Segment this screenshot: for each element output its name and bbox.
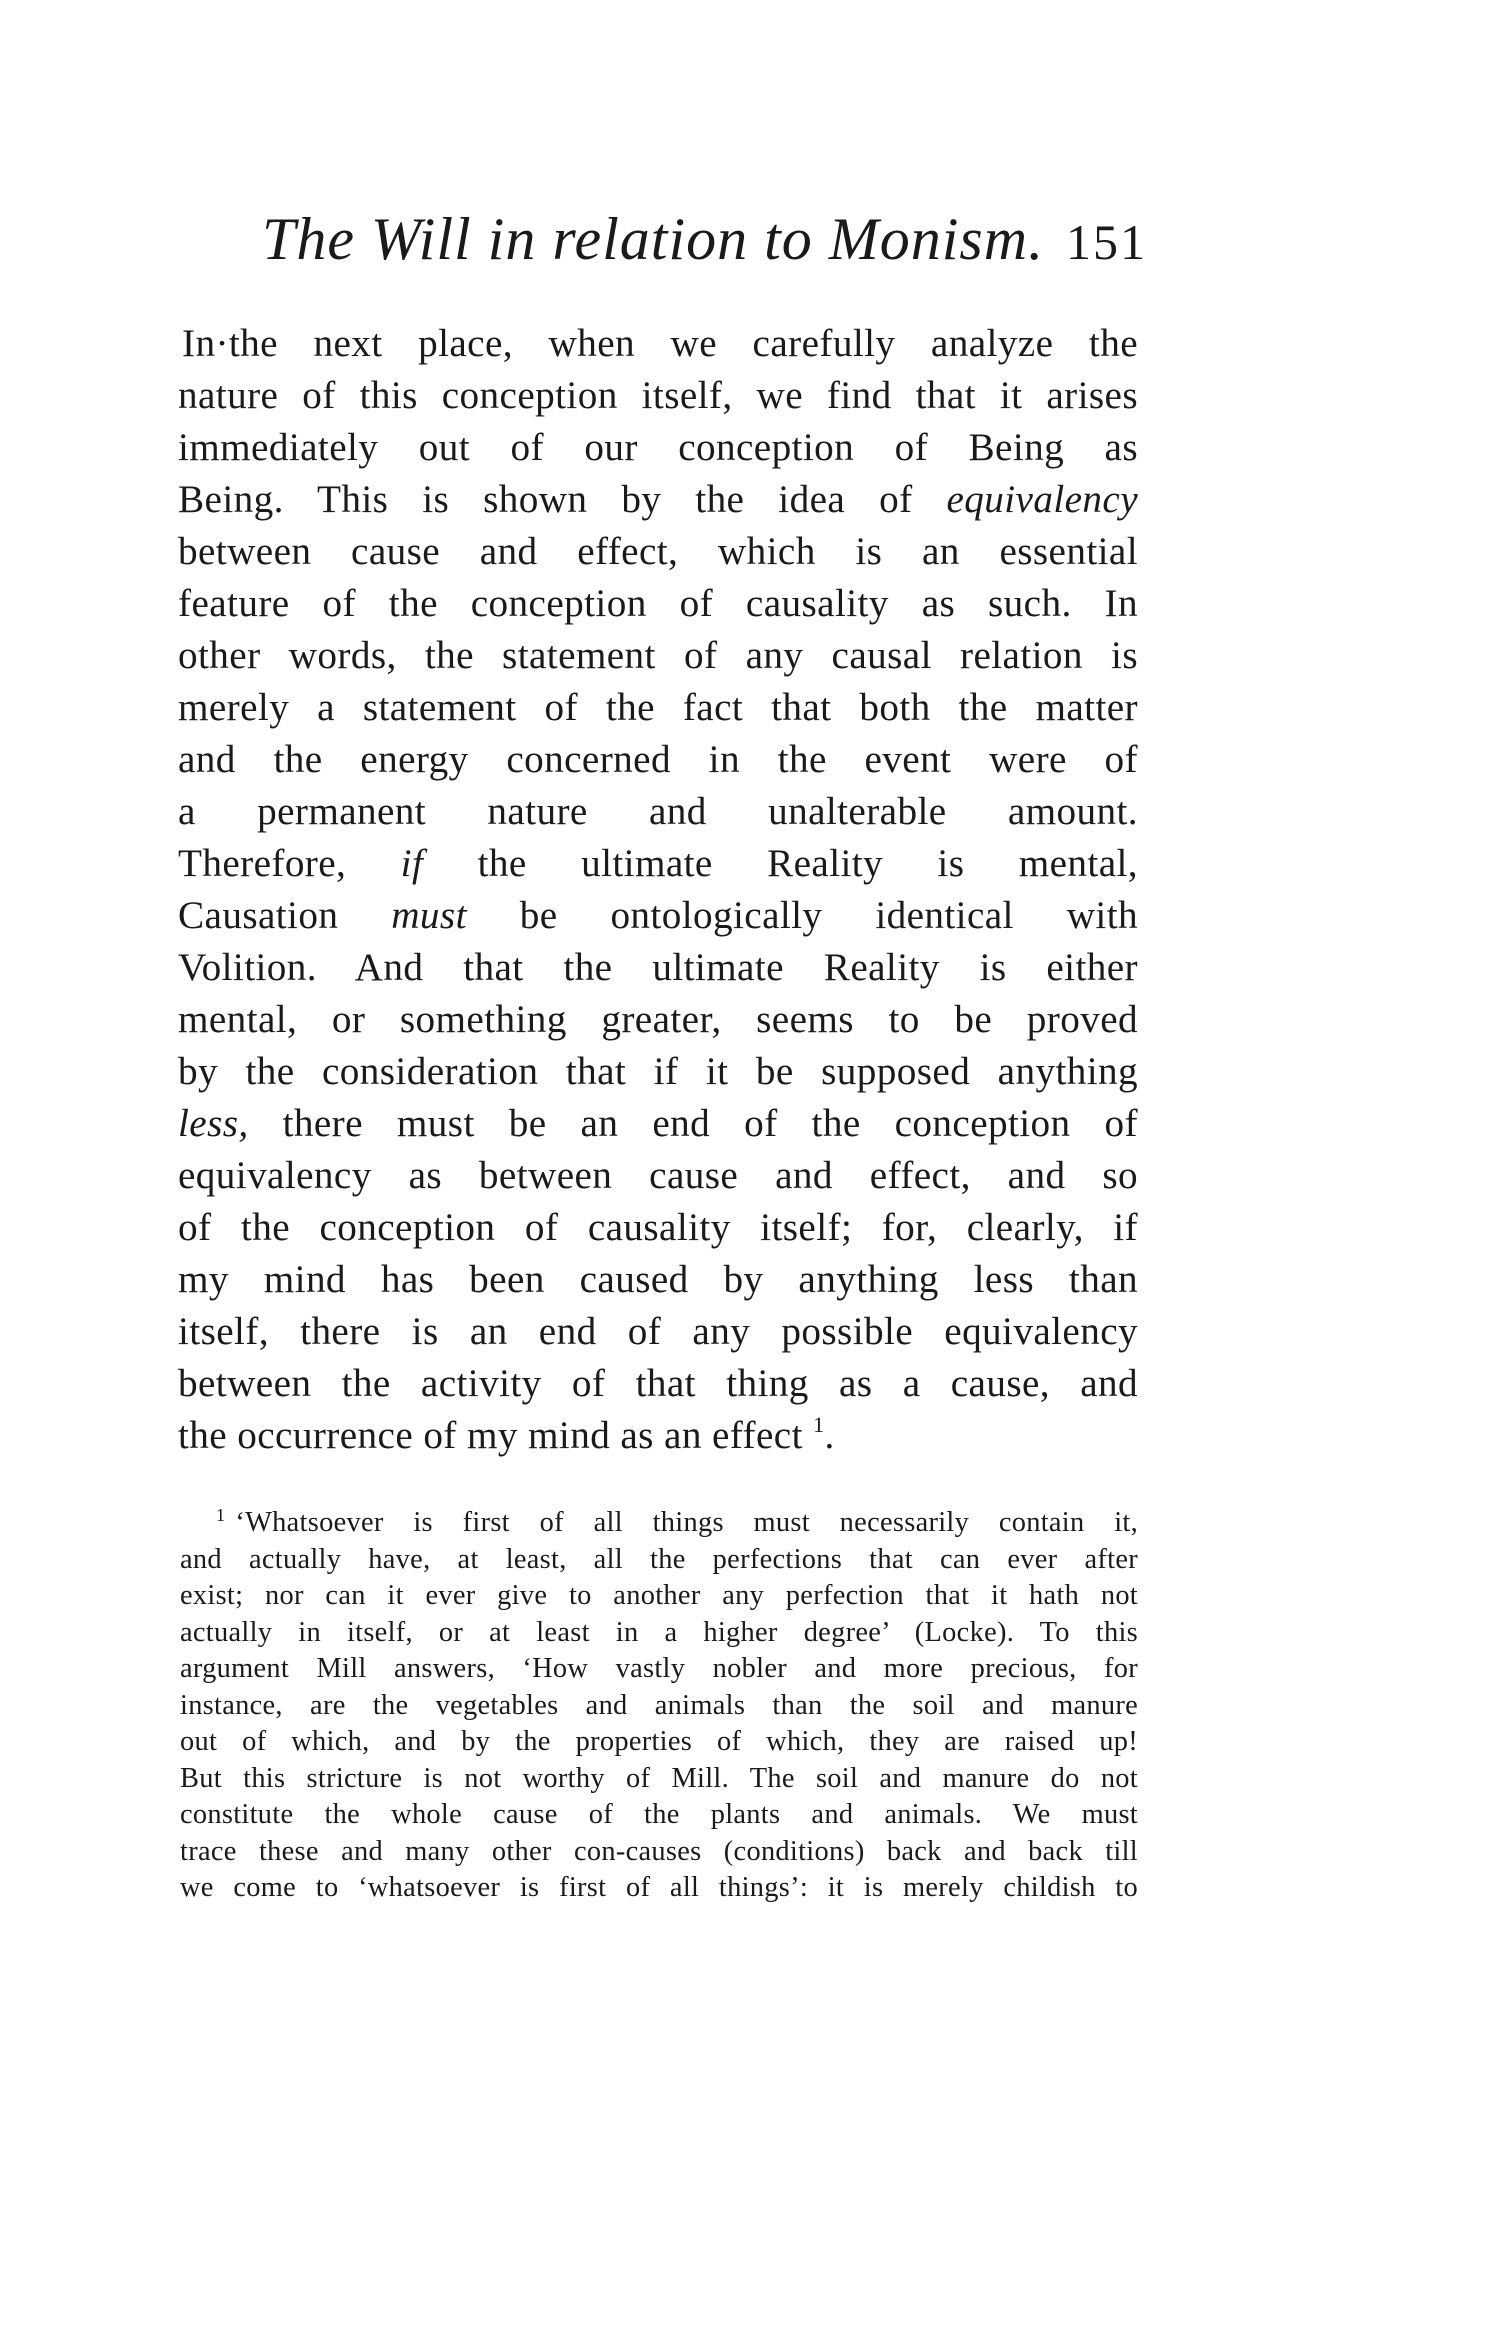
text-line: Therefore, if the ultimate Reality is mental, [178, 842, 1138, 885]
text-line: Causation must be ontologically identical with [178, 894, 1138, 937]
footnote-line: constitute the whole cause of the plants and animals. We must [180, 1799, 1138, 1830]
footnote [180, 1505, 1138, 1907]
footnote-marker: 1 [216, 1505, 226, 1525]
footnote-line: actually in itself, or at least in a higher degree’ (Locke). To this [180, 1616, 1138, 1648]
text-line: by the consideration that if it be supposed anything [178, 1050, 1138, 1093]
text-line: mental, or something greater, seems to be proved [178, 998, 1138, 1041]
text-line: feature of the conception of causality as such. In [178, 582, 1138, 625]
footnote-line: $^1$ ‘Whatsoever is first of all things must necessarily contain it, [216, 1505, 1138, 1538]
text-line: between the activity of that thing as a cause, and [178, 1362, 1138, 1405]
footnote-line: instance, are the vegetables and animals than the soil and manure [180, 1689, 1138, 1721]
text-line: my mind has been caused by anything less than [178, 1258, 1138, 1301]
text-line: In·the next place, when we carefully analyze the [182, 322, 1138, 365]
footnote-line: But this stricture is not worthy of Mill. The soil and manure do not [180, 1762, 1138, 1794]
text-line: Being. This is shown by the idea of equivalency [178, 478, 1138, 521]
text-line: nature of this conception itself, we find that it arises [178, 374, 1138, 417]
italic-word: equivalency [946, 478, 1138, 521]
text-line: Volition. And that the ultimate Reality is either [178, 946, 1138, 989]
text-line: the occurrence of my mind as an effect $^1$. [178, 1412, 835, 1457]
italic-word: must [391, 894, 467, 937]
text-line: and the energy concerned in the event were of [178, 738, 1138, 781]
italic-word: if [400, 842, 424, 885]
running-title: The Will in relation to Monism. [262, 206, 1045, 272]
italic-word: less, [178, 1102, 249, 1145]
text-line: equivalency as between cause and effect, and so [178, 1154, 1138, 1197]
text-line: between cause and effect, which is an essential [178, 530, 1138, 573]
footnote-reference: 1 [813, 1412, 825, 1437]
footnote-line: exist; nor can it ever give to another any perfection that it hath not [180, 1580, 1138, 1611]
text-line: immediately out of our conception of Being as [178, 426, 1138, 469]
main-paragraph [178, 318, 1138, 1462]
text-line: merely a statement of the fact that both the matter [178, 686, 1138, 729]
running-head [257, 205, 1147, 285]
footnote-line: trace these and many other con-causes (conditions) back and back till [180, 1835, 1138, 1867]
footnote-line: argument Mill answers, ‘How vastly nobler and more precious, for [180, 1653, 1138, 1684]
text-line: other words, the statement of any causal relation is [178, 634, 1138, 677]
footnote-line: and actually have, at least, all the perfections that can ever after [180, 1543, 1138, 1575]
footnote-line: out of which, and by the properties of which, they are raised up! [180, 1726, 1138, 1757]
text-line: itself, there is an end of any possible equivalency [178, 1310, 1138, 1353]
text-line: a permanent nature and unalterable amount. [178, 790, 1138, 833]
page-number: 151 [1066, 214, 1147, 270]
footnote-line: we come to ‘whatsoever is first of all things’: it is merely childish to [180, 1872, 1138, 1903]
text-line: of the conception of causality itself; for, clearly, if [178, 1206, 1138, 1249]
text-line: less, there must be an end of the conception of [178, 1102, 1138, 1145]
